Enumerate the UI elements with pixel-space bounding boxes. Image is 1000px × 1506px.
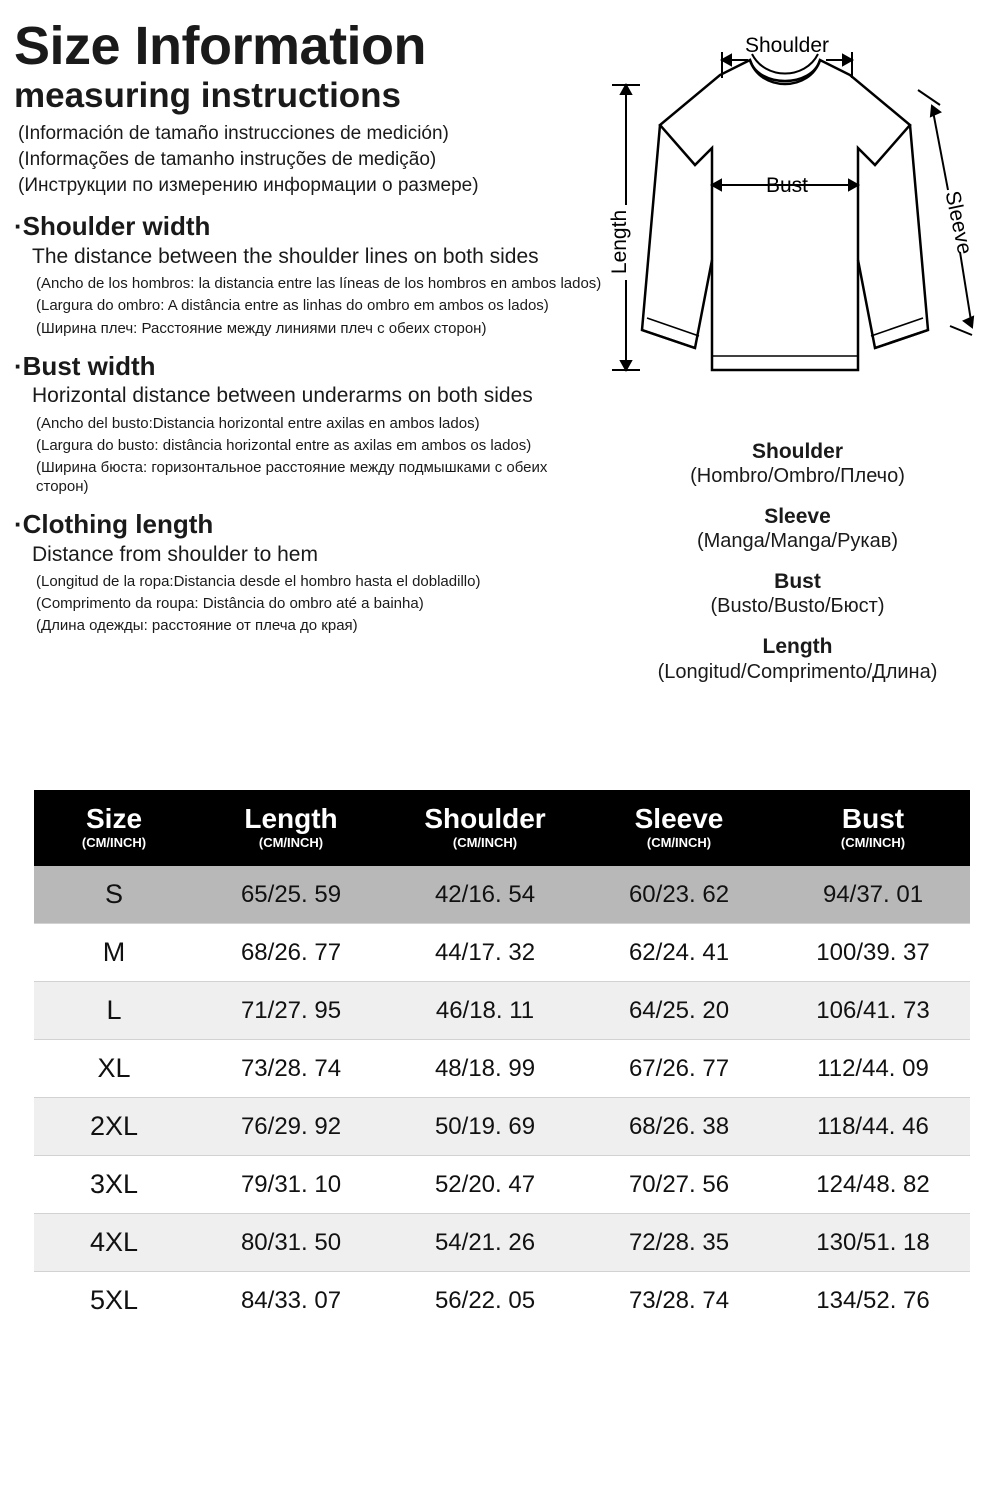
length-label: Length <box>608 209 631 275</box>
cell-shoulder: 42/16. 54 <box>388 866 582 924</box>
section-shoulder-width <box>14 212 604 337</box>
cell-length: 80/31. 50 <box>194 1214 388 1272</box>
cell-sleeve: 73/28. 74 <box>582 1272 776 1330</box>
section-translation-ru: (Ширина бюста: горизонтальное расстояние между подмышками с обеих сторон) <box>36 458 548 496</box>
legend-item-bust <box>600 570 995 618</box>
cell-size: 4XL <box>34 1214 194 1272</box>
table-row <box>34 1214 970 1272</box>
column-title: Size <box>85 803 143 834</box>
section-translation-pt: (Largura do busto: distância horizontal entre as axilas em ambos os lados) <box>36 436 532 454</box>
legend-title: Bust <box>774 570 821 594</box>
section-translation-pt: (Comprimento da roupa: Distância do ombro até a bainha) <box>36 595 424 613</box>
cell-length: 68/26. 77 <box>194 924 388 982</box>
size-table <box>34 790 970 1329</box>
cell-sleeve: 67/26. 77 <box>582 1040 776 1098</box>
cell-bust: 124/48. 82 <box>776 1156 970 1214</box>
cell-length: 84/33. 07 <box>194 1272 388 1330</box>
cell-bust: 134/52. 76 <box>776 1272 970 1330</box>
cell-bust: 112/44. 09 <box>776 1040 970 1098</box>
table-row <box>34 1272 970 1330</box>
section-description: The distance between the shoulder lines on both sides <box>32 245 539 269</box>
cell-shoulder: 46/18. 11 <box>388 982 582 1040</box>
shirt-illustration-svg <box>600 30 995 430</box>
column-title: Sleeve <box>634 803 724 834</box>
table-header-row <box>34 790 970 866</box>
cell-sleeve: 72/28. 35 <box>582 1214 776 1272</box>
column-unit: (CM/INCH) <box>258 835 324 851</box>
cell-size: 3XL <box>34 1156 194 1214</box>
cell-sleeve: 70/27. 56 <box>582 1156 776 1214</box>
section-translation-es: (Ancho de los hombros: la distancia entre las líneas de los hombros en ambos lados) <box>36 275 602 293</box>
cell-length: 79/31. 10 <box>194 1156 388 1214</box>
table-row <box>34 866 970 924</box>
column-title: Length <box>244 803 338 834</box>
cell-sleeve: 62/24. 41 <box>582 924 776 982</box>
column-title: Bust <box>841 803 905 834</box>
section-bust-width <box>14 352 604 497</box>
cell-shoulder: 50/19. 69 <box>388 1098 582 1156</box>
table-row <box>34 1040 970 1098</box>
cell-bust: 130/51. 18 <box>776 1214 970 1272</box>
legend-item-sleeve <box>600 505 995 553</box>
legend-translation: (Hombro/Ombro/Плечо) <box>690 465 905 488</box>
section-translation-es: (Ancho del busto:Distancia horizontal entre axilas en ambos lados) <box>36 414 480 432</box>
legend-title: Sleeve <box>764 505 831 529</box>
header-translation-es: (Información de tamaño instrucciones de medición) <box>18 123 449 145</box>
legend-translation: (Longitud/Comprimento/Длина) <box>657 660 938 683</box>
column-header-shoulder <box>388 790 582 866</box>
legend-title: Length <box>762 635 833 659</box>
table-header <box>34 790 970 866</box>
cell-sleeve: 60/23. 62 <box>582 866 776 924</box>
legend-item-length <box>600 635 995 683</box>
header-translation-ru: (Инструкции по измерению информации о размере) <box>18 175 479 197</box>
legend-item-shoulder <box>600 440 995 488</box>
cell-size: S <box>34 866 194 924</box>
section-heading: ·Shoulder width <box>14 211 211 242</box>
section-heading: ·Clothing length <box>14 509 214 540</box>
column-unit: (CM/INCH) <box>646 835 712 851</box>
column-header-sleeve <box>582 790 776 866</box>
sleeve-label: Sleeve <box>940 188 977 257</box>
section-translation-ru: (Длина одежды: расстояние от плеча до края) <box>36 617 358 635</box>
cell-length: 76/29. 92 <box>194 1098 388 1156</box>
section-description: Distance from shoulder to hem <box>32 542 318 566</box>
cell-shoulder: 52/20. 47 <box>388 1156 582 1214</box>
column-header-bust <box>776 790 970 866</box>
column-unit: (CM/INCH) <box>452 835 518 851</box>
shoulder-label: Shoulder <box>744 34 830 57</box>
cell-shoulder: 48/18. 99 <box>388 1040 582 1098</box>
size-table-container <box>0 790 1000 1506</box>
column-unit: (CM/INCH) <box>81 835 147 851</box>
cell-size: 5XL <box>34 1272 194 1330</box>
cell-size: L <box>34 982 194 1040</box>
cell-bust: 106/41. 73 <box>776 982 970 1040</box>
legend-translation: (Busto/Busto/Бюст) <box>710 595 885 618</box>
instructions-column <box>14 18 604 639</box>
diagram-column <box>600 30 995 770</box>
cell-size: 2XL <box>34 1098 194 1156</box>
table-row <box>34 982 970 1040</box>
shirt-diagram <box>600 30 995 430</box>
diagram-legend <box>600 440 995 701</box>
legend-translation: (Manga/Manga/Рукав) <box>696 530 898 553</box>
legend-title: Shoulder <box>751 440 843 463</box>
cell-size: M <box>34 924 194 982</box>
column-unit: (CM/INCH) <box>840 835 906 851</box>
section-clothing-length <box>14 510 604 635</box>
cell-bust: 118/44. 46 <box>776 1098 970 1156</box>
column-title: Shoulder <box>424 803 546 834</box>
cell-bust: 94/37. 01 <box>776 866 970 924</box>
cell-shoulder: 56/22. 05 <box>388 1272 582 1330</box>
page-subtitle: measuring instructions <box>14 75 402 115</box>
section-translation-pt: (Largura do ombro: A distância entre as linhas do ombro em ambos os lados) <box>36 297 549 315</box>
table-body <box>34 866 970 1329</box>
cell-sleeve: 68/26. 38 <box>582 1098 776 1156</box>
cell-sleeve: 64/25. 20 <box>582 982 776 1040</box>
header-translations <box>14 121 604 198</box>
cell-length: 65/25. 59 <box>194 866 388 924</box>
table-row <box>34 1156 970 1214</box>
cell-size: XL <box>34 1040 194 1098</box>
cell-bust: 100/39. 37 <box>776 924 970 982</box>
section-translation-ru: (Ширина плеч: Расстояние между линиями плеч с обеих сторон) <box>36 319 487 337</box>
column-header-size <box>34 790 194 866</box>
table-row <box>34 1098 970 1156</box>
cell-shoulder: 44/17. 32 <box>388 924 582 982</box>
cell-length: 73/28. 74 <box>194 1040 388 1098</box>
column-header-length <box>194 790 388 866</box>
table-row <box>34 924 970 982</box>
section-heading: ·Bust width <box>14 350 156 381</box>
page-title: Size Information <box>14 16 427 76</box>
header-translation-pt: (Informações de tamanho instruções de medição) <box>18 149 437 171</box>
bust-label: Bust <box>765 174 809 197</box>
cell-length: 71/27. 95 <box>194 982 388 1040</box>
cell-shoulder: 54/21. 26 <box>388 1214 582 1272</box>
section-description: Horizontal distance between underarms on both sides <box>32 384 533 408</box>
section-translation-es: (Longitud de la ropa:Distancia desde el hombro hasta el dobladillo) <box>36 573 481 591</box>
